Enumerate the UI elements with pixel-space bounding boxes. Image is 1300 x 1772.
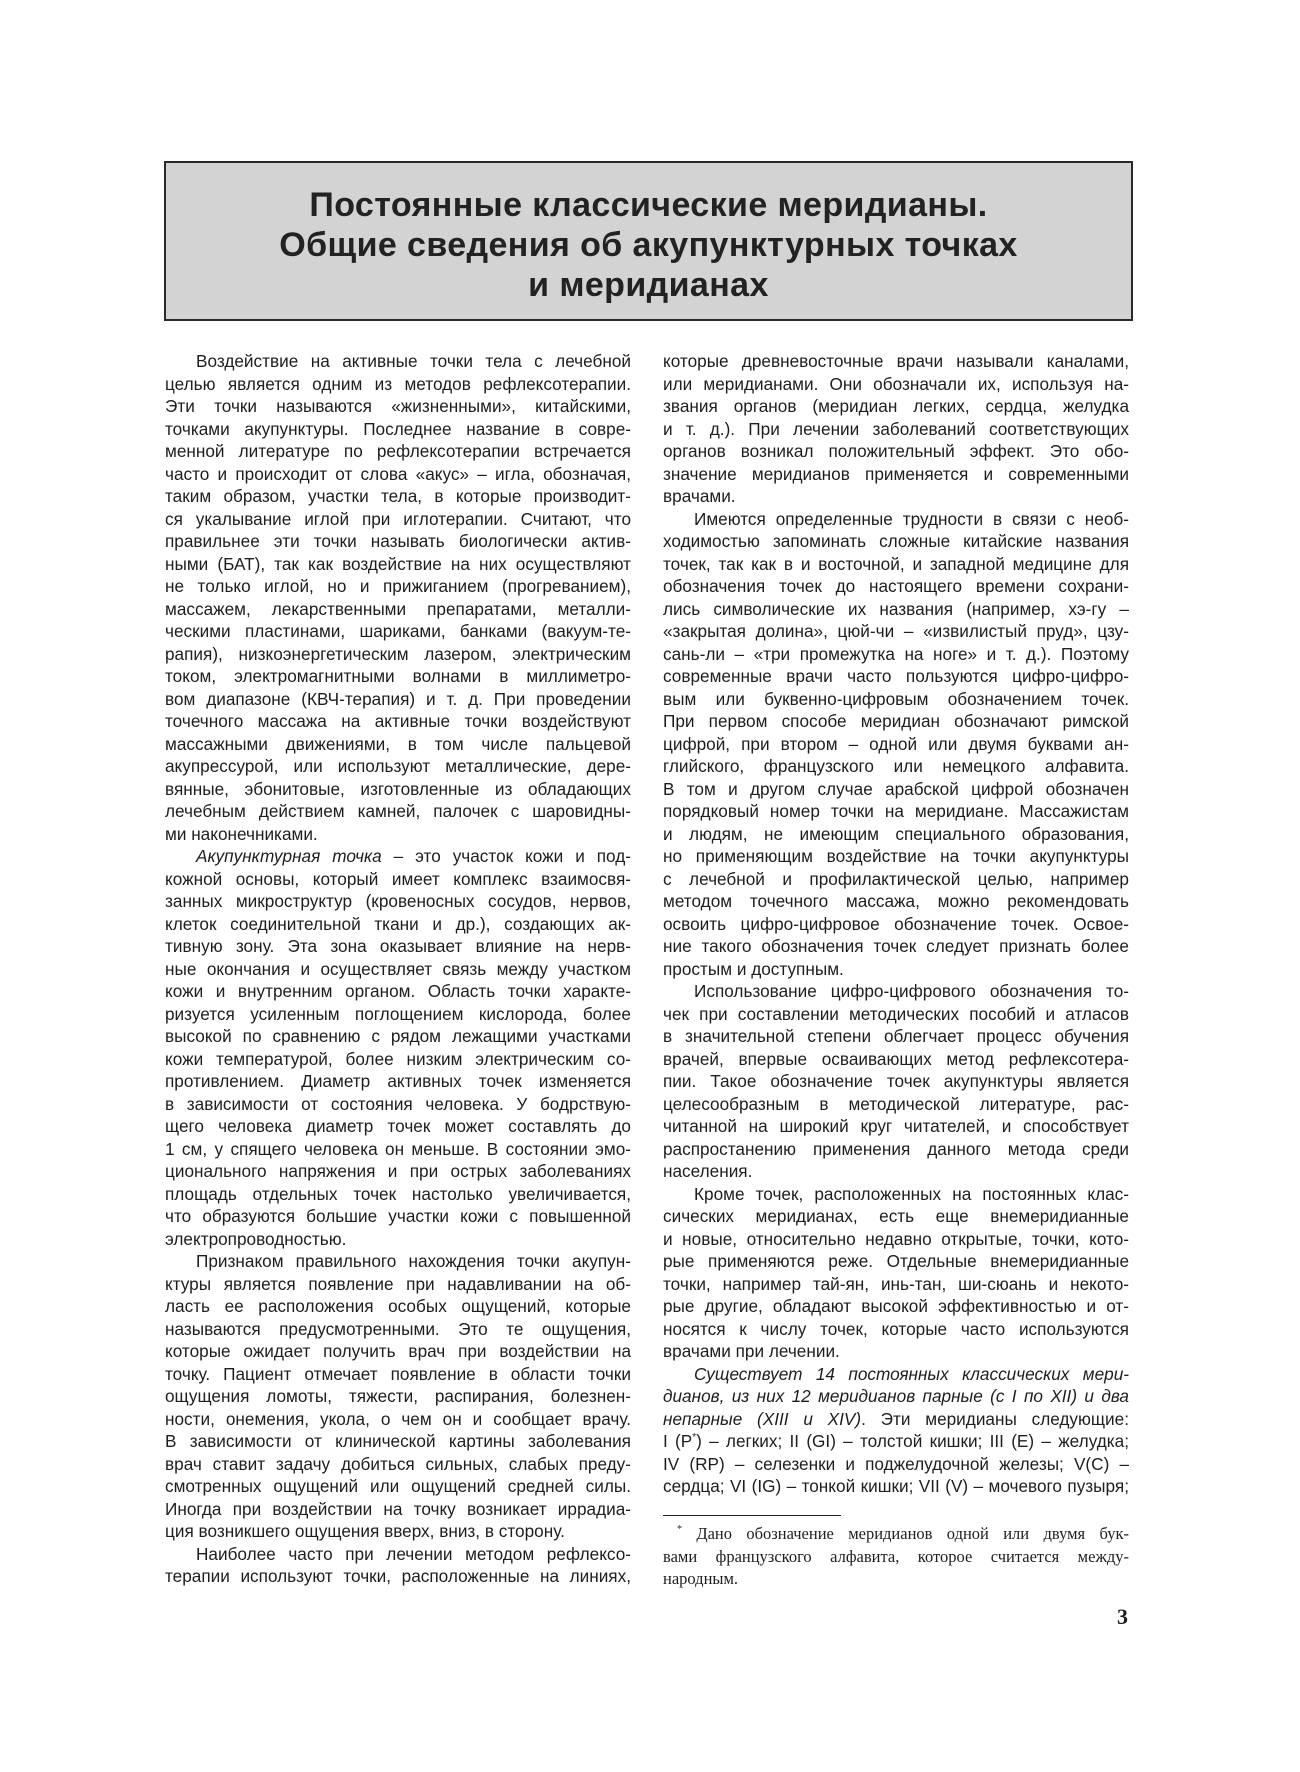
text-line: терапии используют точки, расположенные на линиях, (165, 1566, 631, 1586)
text-line: рапия), низкоэнергетическим лазером, электрическим (165, 643, 631, 664)
text-line: носятся к числу точек, которые часто используются (663, 1318, 1129, 1339)
text-line: При первом способе меридиан обозначают римской (663, 711, 1129, 731)
text-line: Кроме точек, расположенных на постоянных клас- (694, 1183, 1129, 1204)
text-line: что образуются большие участки кожи с повышенной (165, 1206, 631, 1226)
paragraph (663, 1183, 1129, 1363)
text-line: вянные, эбонитовые, изготовленные из обладающих (165, 778, 631, 799)
text-line: которые древневосточные врачи называли каналами, (663, 351, 1129, 371)
text-line (663, 1363, 1129, 1386)
text-line: Имеются определенные трудности в связи с необ- (694, 508, 1129, 529)
text-line: лечебным действием камней, палочек с шаровидны- (165, 801, 631, 821)
text-line: Наиболее часто при лечении методом рефлексо- (196, 1543, 631, 1564)
italic-text: дианов, из них 12 меридианов парные (с I по XII) и два (663, 1386, 1129, 1406)
text-line: вым или буквенно-цифровым обозначением точек. (663, 688, 1129, 709)
text-line: органов возникал положительный эффект. Это обо- (663, 441, 1129, 461)
text-line: методом точечного массажа, можно рекомендовать (663, 891, 1129, 911)
chapter-title-box (164, 161, 1133, 321)
chapter-title-line-1: Постоянные классические меридианы. (309, 186, 988, 224)
italic-text: Акупунктурная точка (196, 846, 382, 866)
text-line: и т. д.). При лечении заболеваний соответствующих (663, 418, 1129, 439)
text-line: но применяющим воздействие на точки акупунктуры (663, 846, 1129, 866)
footnote-line: вами французского алфавита, которое считается между- (663, 1546, 1129, 1566)
text-line: врачами при лечении. (663, 1341, 840, 1361)
footnote-line: народным. (663, 1569, 739, 1588)
text-line: кожи и внутренним органом. Область точки характе- (165, 981, 631, 1001)
text-line: обозначения точек до настоящего времени сохрани- (663, 576, 1129, 596)
text-line: современные врачи часто пользуются цифро-цифро- (663, 666, 1129, 686)
text-line: и новые, относительно недавно открытые, точки, кото- (663, 1228, 1129, 1249)
text-line: называются предусмотренными. Это те ощущения, (165, 1318, 631, 1339)
text-line: сических меридианах, есть еще внемеридианные (663, 1206, 1129, 1226)
text-line: читанной на широкий круг читателей, и способствует (663, 1116, 1129, 1136)
text-line: и людям, не имеющим специального образования, (663, 823, 1129, 844)
text-line: менной литературе по рефлексотерапии встречается (165, 441, 631, 461)
paragraph (663, 1363, 1129, 1498)
paragraph (165, 1250, 631, 1543)
text-line: Иногда при воздействии на точку возникает иррадиа- (165, 1498, 631, 1519)
text-line: ные окончания и осуществляет связь между участком (165, 958, 631, 979)
text-line: Воздействие на активные точки тела с лечебной (196, 351, 631, 371)
paragraph (165, 1543, 631, 1588)
text-line (663, 1430, 1129, 1453)
text-line: пии. Такое обозначение точек акупунктуры является (663, 1071, 1129, 1091)
text-line: щего человека диаметр точек может составлять до (165, 1116, 631, 1136)
text-line: ными (БАТ), так как воздействие на них осуществляют (165, 553, 631, 574)
text-line: или меридианами. Они обозначали их, используя на- (663, 373, 1129, 394)
text-line: точек, так как в и восточной, и западной медицине для (663, 553, 1129, 574)
text-line (663, 1408, 1129, 1431)
text-line: чек при составлении методических пособий и атласов (663, 1003, 1129, 1024)
text-line: часто и происходит от слова «акус» – игла, обозначая, (165, 463, 631, 484)
text-line: правильнее эти точки называть биологически актив- (165, 531, 631, 551)
text-line: занных микроструктур (кровеносных сосудов, нервов, (165, 891, 631, 911)
text-line: сань-ли – «три промежутка на ноге» и т. д.). Поэтому (663, 643, 1129, 664)
text-segment: . Эти меридианы следующие: (861, 1408, 1129, 1429)
text-line: точками акупунктуры. Последнее название в совре- (165, 418, 631, 439)
text-line: точку. Пациент отмечает появление в области точки (165, 1363, 631, 1384)
text-line: электропроводностью. (165, 1228, 347, 1249)
text-line: освоить цифро-цифровое обозначение точек. Освое- (663, 913, 1129, 934)
italic-text: Существует 14 постоянных классических мери- (694, 1363, 1129, 1384)
text-line: ция возникшего ощущения вверх, вниз, в сторону. (165, 1521, 565, 1541)
text-line: населения. (663, 1161, 753, 1181)
paragraph (663, 350, 1129, 508)
text-line: ласть ее расположения особых ощущений, которые (165, 1296, 631, 1316)
text-line: ми наконечниками. (165, 823, 318, 844)
text-line: Использование цифро-цифрового обозначения то- (694, 981, 1129, 1001)
chapter-title-line-2: Общие сведения об акупунктурных точках (279, 226, 1018, 264)
footnote-reference: * (692, 1432, 697, 1443)
text-line: порядковый номер точки на меридиане. Массажистам (663, 801, 1129, 821)
paragraph (165, 350, 631, 845)
text-line: акупрессурой, или используют металлические, дере- (165, 756, 631, 776)
text-line: противлением. Диаметр активных точек изменяется (165, 1071, 631, 1091)
footnote-marker: * (677, 1524, 682, 1535)
footnote-text: Дано обозначение меридианов одной или двумя бук- (696, 1524, 1130, 1543)
text-line: рые применяются реже. Отдельные внемеридианные (663, 1251, 1129, 1271)
text-line: ционального напряжения и при острых заболеваниях (165, 1161, 631, 1181)
text-line: рые другие, обладают высокой эффективностью и от- (663, 1296, 1129, 1316)
text-line: в зависимости от состояния человека. У бодрствую- (165, 1093, 631, 1114)
text-line: ческими пластинами, шариками, банками (вакуум-те- (165, 621, 631, 641)
text-segment: ) – легких; II (GI) – толстой кишки; III (E) – желудка; (696, 1431, 1129, 1451)
text-line: целесообразным в методической литературе, рас- (663, 1093, 1129, 1114)
text-line (663, 1385, 1129, 1408)
text-line: не только иглой, но и прижиганием (прогреванием), (165, 576, 631, 596)
italic-text: непарные (XIII и XIV) (663, 1408, 862, 1429)
text-line: током, электромагнитными волнами в миллиметро- (165, 666, 631, 686)
text-line: ктуры является появление при надавливании на об- (165, 1273, 631, 1294)
text-segment: – это участок кожи и под- (381, 846, 631, 866)
text-line: ризуется усиленным поглощением кислорода, более (165, 1003, 631, 1024)
footnote (663, 1522, 1129, 1590)
footnote-line (663, 1522, 1129, 1545)
chapter-title-line-3: и меридианах (528, 266, 769, 304)
text-line: распростанению применения данного метода среди (663, 1138, 1129, 1159)
text-line: вом диапазоне (КВЧ-терапия) и т. д. При проведении (165, 688, 631, 709)
text-line: В зависимости от клинической картины заболевания (165, 1431, 631, 1451)
text-line: площадь отдельных точек настолько увеличивается, (165, 1183, 631, 1204)
text-line: звания органов (меридиан легких, сердца, желудка (663, 396, 1129, 416)
text-line: 1 см, у спящего человека он меньше. В состоянии эмо- (165, 1138, 631, 1159)
text-line: которые ожидает получить врач при воздействии на (165, 1341, 631, 1361)
text-line: массажными движениями, в том числе пальцевой (165, 733, 631, 754)
text-line: целью является одним из методов рефлексотерапии. (165, 373, 631, 394)
text-line: точечного массажа на активные точки воздействуют (165, 711, 631, 731)
text-line: ние такого обозначения точек следует признать более (663, 936, 1129, 956)
text-line: высокой по сравнению с рядом лежащими участками (165, 1026, 631, 1046)
text-line: Эти точки называются «жизненными», китайскими, (165, 396, 631, 416)
text-line: точки, например тай-ян, инь-тан, ши-сюань и некото- (663, 1273, 1129, 1294)
text-line: глийского, французского или немецкого алфавита. (663, 756, 1129, 776)
paragraph (663, 508, 1129, 981)
paragraph (165, 845, 631, 1250)
text-line: лись символические их названия (например, хэ-гу – (663, 598, 1129, 619)
text-column-left (165, 350, 631, 1588)
text-line: таким образом, участки тела, в которые производит- (165, 486, 631, 506)
text-line: цифрой, при втором – одной или двумя буквами ан- (663, 733, 1129, 754)
text-line: кожной основы, который имеет комплекс взаимосвя- (165, 868, 631, 889)
page-number: 3 (1117, 1604, 1128, 1629)
text-line: ходимостью запоминать сложные китайские названия (663, 531, 1129, 551)
text-line: сердца; VI (IG) – тонкой кишки; VII (V) – мочевого пузыря; (663, 1476, 1129, 1496)
text-line: с лечебной и профилактической целью, например (663, 868, 1129, 889)
text-line: врач ставит задачу добиться сильных, слабых преду- (165, 1453, 631, 1474)
text-line: врачами. (663, 486, 736, 506)
text-line: ся укалывание иглой при иглотерапии. Считают, что (165, 508, 631, 529)
text-line: тивную зону. Эта зона оказывает влияние на нерв- (165, 936, 631, 956)
text-line: значение меридианов применяется и современными (663, 463, 1129, 484)
text-line (165, 845, 631, 868)
text-line: кожи температурой, более низким электрическим со- (165, 1048, 631, 1069)
text-line: В том и другом случае арабской цифрой обозначен (663, 778, 1129, 799)
text-line: смотренных ощущений или ощущений средней силы. (165, 1476, 631, 1496)
text-line: Признаком правильного нахождения точки акупун- (196, 1251, 631, 1271)
text-column-right (663, 350, 1129, 1498)
text-line: клеток соединительной ткани и др.), создающих ак- (165, 913, 631, 934)
text-line: «закрытая долина», цюй-чи – «извилистый пруд», цзу- (663, 621, 1129, 641)
footnote-divider (663, 1515, 841, 1516)
paragraph (663, 980, 1129, 1183)
text-line: массажем, лекарственными препаратами, металли- (165, 598, 631, 619)
text-line: ности, онемения, укола, о чем он и сообщает врачу. (165, 1408, 631, 1429)
text-segment: I (P (663, 1431, 693, 1451)
text-line: IV (RP) – селезенки и поджелудочной железы; V(C) – (663, 1453, 1129, 1474)
text-line: в значительной степени облегчает процесс обучения (663, 1026, 1129, 1046)
text-line: ощущения ломоты, тяжести, распирания, болезнен- (165, 1386, 631, 1406)
text-line: врачей, впервые осваивающих метод рефлексотера- (663, 1048, 1129, 1069)
text-line: простым и доступным. (663, 958, 844, 979)
